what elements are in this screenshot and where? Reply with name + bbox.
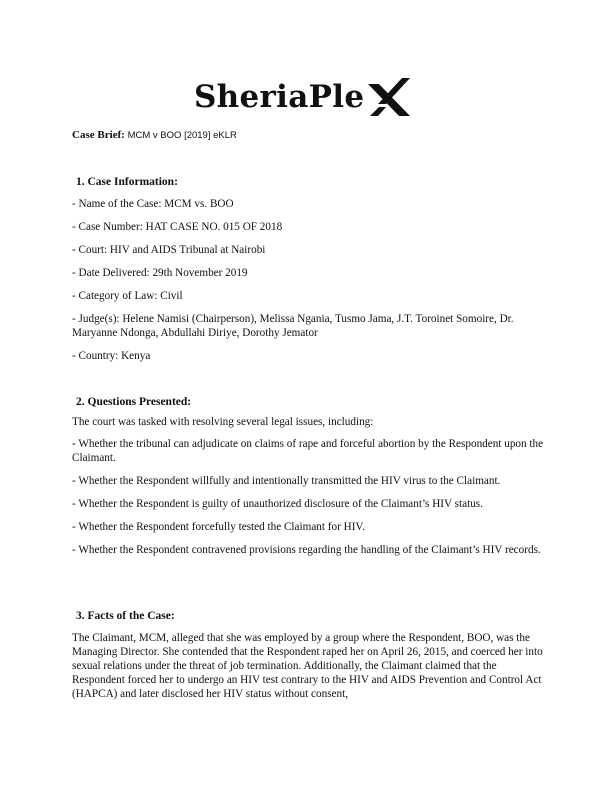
- list-item: - Name of the Case: MCM vs. BOO: [72, 198, 234, 210]
- section-intro: The court was tasked with resolving several legal issues, including:: [72, 416, 374, 428]
- list-item: - Case Number: HAT CASE NO. 015 OF 2018: [72, 221, 283, 233]
- list-item: - Whether the Respondent contravened provisions regarding the handling of the Claimant’s HIV records.: [72, 544, 541, 556]
- list-item: - Country: Kenya: [72, 350, 151, 362]
- case-information-section: [72, 175, 544, 363]
- section-heading: 2. Questions Presented:: [76, 396, 192, 408]
- list-item: - Whether the Respondent willfully and intentionally transmitted the HIV virus to the Claimant.: [72, 475, 501, 487]
- logo-wordmark: SheriaPle: [194, 79, 365, 115]
- facts-section: [72, 609, 544, 701]
- section-heading: 3. Facts of the Case:: [76, 610, 175, 622]
- section-heading: 1. Case Information:: [76, 176, 178, 188]
- case-brief-line: [72, 129, 237, 141]
- facts-body: The Claimant, MCM, alleged that she was employed by a group where the Respondent, BOO, was the Managing Director. She contended that the Respondent raped her on April 26, 2015, and coerced her into sexual relations under the threat of job termination. Additionally, the Claimant claimed that the Respondent forced her to undergo an HIV test contrary to the HIV and AIDS Prevention and Control Act (HAPCA) and later disclosed her HIV status without consent,: [72, 632, 543, 700]
- list-item: - Date Delivered: 29th November 2019: [72, 267, 248, 279]
- list-item: - Whether the Respondent is guilty of unauthorized disclosure of the Claimant’s HIV status.: [72, 498, 483, 510]
- case-brief-label: Case Brief:: [72, 129, 125, 141]
- list-item: - Whether the Respondent forcefully tested the Claimant for HIV.: [72, 521, 365, 533]
- case-brief-value: MCM v BOO [2019] eKLR: [127, 130, 237, 141]
- logo-x-mark: [366, 78, 412, 118]
- list-item: - Category of Law: Civil: [72, 290, 183, 302]
- questions-presented-section: [72, 395, 544, 557]
- list-item: - Judge(s): Helene Namisi (Chairperson), Melissa Ngania, Tusmo Jama, J.T. Toroinet Somoire, Dr. Maryanne Ndonga, Abdullahi Diriye, Dorothy Jemator: [72, 313, 514, 339]
- list-item: - Whether the tribunal can adjudicate on claims of rape and forceful abortion by the Respondent upon the Claimant.: [72, 438, 544, 464]
- sheriaplex-logo: [190, 76, 422, 124]
- list-item: - Court: HIV and AIDS Tribunal at Nairobi: [72, 244, 266, 256]
